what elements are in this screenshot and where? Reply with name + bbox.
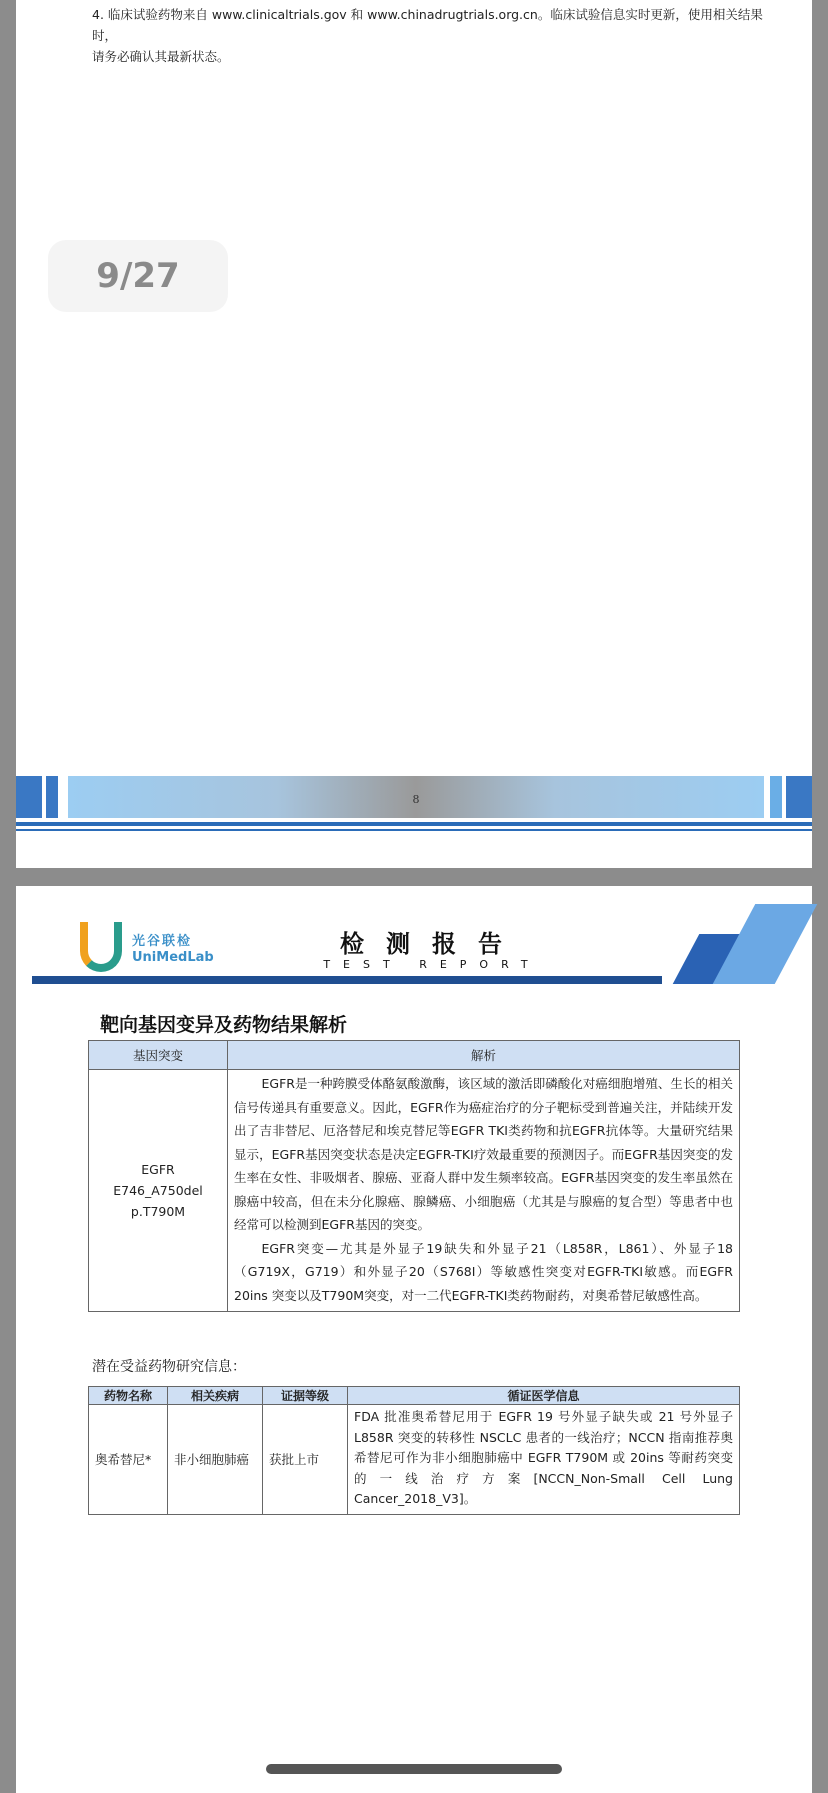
footer-page-number: 8 xyxy=(412,793,420,806)
note-line-1: 4. 临床试验药物来自 www.clinicaltrials.gov 和 www.chinadrugtrials.org.cn。临床试验信息实时更新，使用相关结果时， xyxy=(92,7,763,43)
footer-block-right-dark xyxy=(786,776,812,818)
document-page-9 xyxy=(16,886,812,1793)
page-footer-band xyxy=(16,772,812,824)
footer-line-thick xyxy=(16,822,812,826)
footer-block-left-dark xyxy=(16,776,42,818)
col-header-disease: 相关疾病 xyxy=(168,1387,263,1405)
document-page-8 xyxy=(16,0,812,868)
col-header-analysis: 解析 xyxy=(228,1041,740,1070)
drug-evidence-table xyxy=(88,1386,740,1515)
col-header-drug: 药物名称 xyxy=(89,1387,168,1405)
section-title: 靶向基因变异及药物结果解析 xyxy=(100,1014,348,1036)
page-counter-overlay xyxy=(48,240,228,312)
analysis-paragraph-1: EGFR是一种跨膜受体酪氨酸激酶，该区域的激活即磷酸化对癌细胞增殖、生长的相关信号传递具有重要意义。因此，EGFR作为癌症治疗的分子靶标受到普遍关注，并陆续开发出了吉非替尼、厄洛替尼和埃克替尼等EGFR TKI类药物和抗EGFR抗体等。大量研究结果显示，EGFR基因突变状态是决定EGFR-TKI疗效最重要的预测因子。而EGFR基因突变的发生率在女性、非吸烟者、腺癌、亚裔人群中发生频率较高。EGFR基因突变的发生率虽然在腺癌中较高，但在未分化腺癌、腺鳞癌、小细胞癌（尤其是与腺癌的复合型）等患者中也经常可以检测到EGFR基因的突变。 xyxy=(234,1076,733,1232)
col-header-evidence-info: 循证医学信息 xyxy=(348,1387,740,1405)
gene-mutation-cell xyxy=(89,1070,228,1312)
footer-line-thin xyxy=(16,829,812,831)
report-title: 检测报告 xyxy=(340,929,524,958)
gene-analysis-table xyxy=(88,1040,740,1312)
footer-block-left-small xyxy=(46,776,58,818)
disease-cell: 非小细胞肺癌 xyxy=(168,1405,263,1515)
logo-en-text: UniMedLab xyxy=(132,950,214,965)
logo-cn-text: 光谷联检 xyxy=(132,934,193,949)
table-row xyxy=(89,1070,740,1312)
home-indicator-bar[interactable] xyxy=(266,1764,562,1774)
potential-drugs-title: 潜在受益药物研究信息： xyxy=(92,1359,246,1375)
drug-name-cell: 奥希替尼* xyxy=(89,1405,168,1515)
logo-u-icon xyxy=(80,922,122,972)
page-counter-text: 9/27 xyxy=(96,256,180,296)
col-header-evidence-level: 证据等级 xyxy=(263,1387,348,1405)
table-header-row xyxy=(89,1041,740,1070)
report-subtitle: TEST REPORT xyxy=(323,958,541,971)
analysis-text-cell xyxy=(228,1070,740,1312)
table-header-row xyxy=(89,1387,740,1405)
col-header-gene: 基因突变 xyxy=(89,1041,228,1070)
clinical-trial-note xyxy=(92,4,772,67)
analysis-paragraph-2: EGFR突变—尤其是外显子19缺失和外显子21（L858R，L861）、外显子18（G719X，G719）和外显子20（S768I）等敏感性突变对EGFR-TKI敏感。而EGFR 20ins 突变以及T790M突变，对一二代EGFR-TKI类药物耐药，对奥希替尼敏感性高。 xyxy=(234,1240,733,1303)
evidence-level-cell: 获批上市 xyxy=(263,1405,348,1515)
table-row xyxy=(89,1405,740,1515)
evidence-info-cell: FDA 批准奥希替尼用于 EGFR 19 号外显子缺失或 21 号外显子L858R 突变的转移性 NSCLC 患者的一线治疗；NCCN 指南推荐奥希替尼可作为非小细胞肺癌中 EGFR T790M 或 20ins 等耐药突变的一线治疗方案[NCCN_Non-Small Cell Lung Cancer_2018_V3]。 xyxy=(348,1405,740,1515)
footer-block-right-small xyxy=(770,776,782,818)
gene-protein-change: p.T790M xyxy=(130,1204,186,1219)
unimedlab-logo xyxy=(80,920,240,978)
gene-variant: E746_A750del xyxy=(113,1183,203,1198)
footer-gradient-bar xyxy=(68,776,764,818)
header-bar xyxy=(32,976,662,984)
note-line-2: 请务必确认其最新状态。 xyxy=(92,49,230,64)
gene-name: EGFR xyxy=(141,1162,175,1177)
